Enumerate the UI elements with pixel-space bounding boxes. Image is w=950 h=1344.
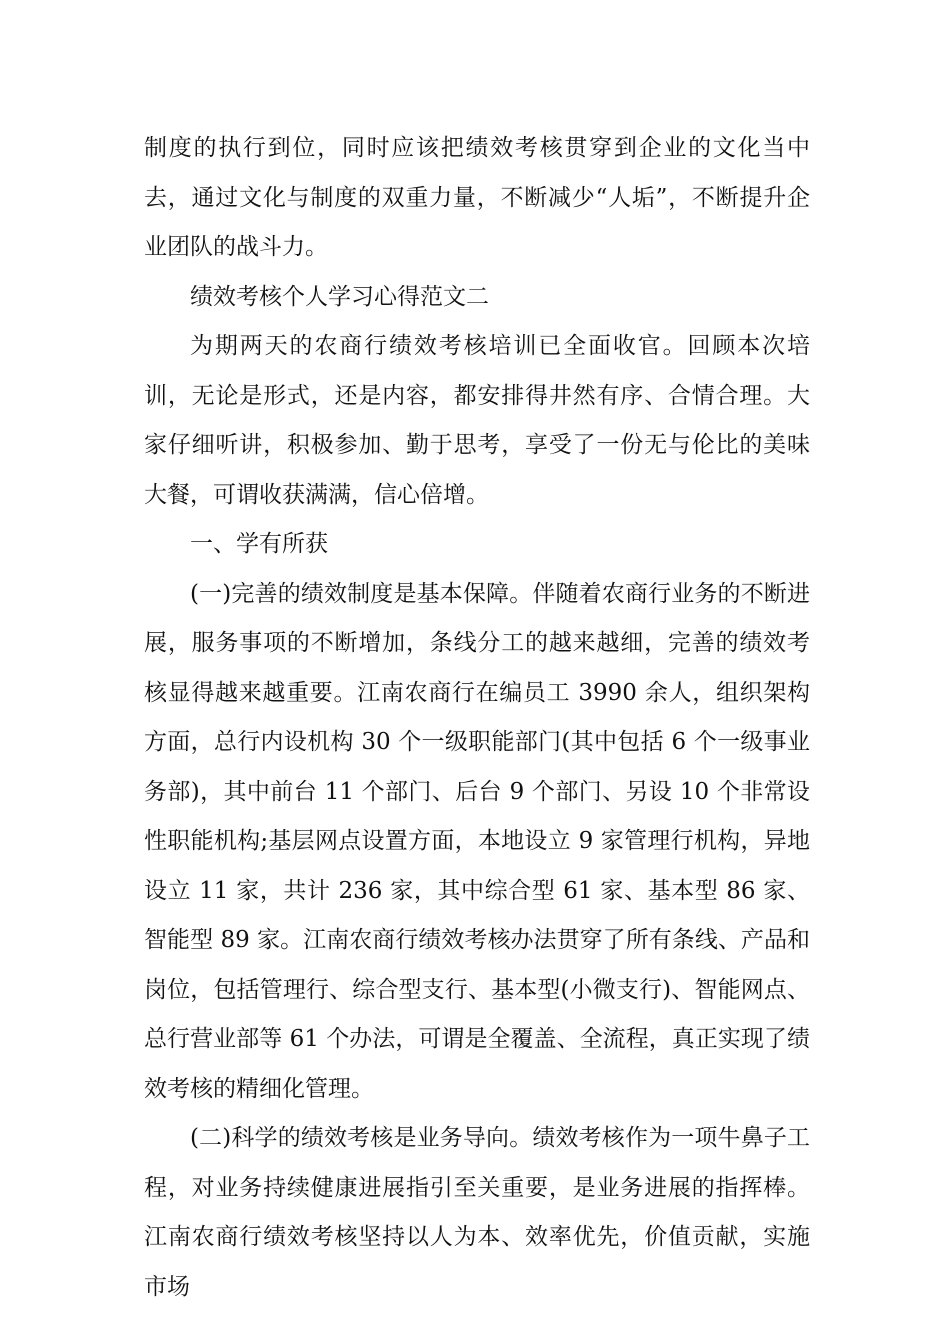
paragraph-intro: 为期两天的农商行绩效考核培训已全面收官。回顾本次培训，无论是形式，还是内容，都安排得井然有序、合情合理。大家仔细听讲，积极参加、勤于思考，享受了一份无与伦比的美味大餐，可谓收获满满，信心倍增。 [144,333,810,508]
heading-learning-gains: 一、学有所获 [190,531,328,557]
paragraph-point-one: (一)完善的绩效制度是基本保障。伴随着农商行业务的不断进展，服务事项的不断增加，条线分工的越来越细，完善的绩效考核显得越来越重要。江南农商行在编员工 3990 余人，组织架构方面，总行内设机构 30 个一级职能部门(其中包括 6 个一级事业务部)，其中前台 11 个部门、后台 9 个部门、另设 10 个非常设性职能机构;基层网点设置方面，本地设立 9 家管理行机构，异地设立 11 家，共计 236 家，其中综合型 61 家、基本型 86 家、智能型 89 家。江南农商行绩效考核办法贯穿了所有条线、产品和岗位，包括管理行、综合型支行、基本型(小微支行)、智能网点、总行营业部等 61 个办法，可谓是全覆盖、全流程，真正实现了绩效考核的精细化管理。 [144,580,810,1102]
paragraph-point-two: (二)科学的绩效考核是业务导向。绩效考核作为一项牛鼻子工程，对业务持续健康进展指引至关重要，是业务进展的指挥棒。江南农商行绩效考核坚持以人为本、效率优先，价值贡献，实施市场 [144,1125,810,1300]
paragraph-continued: 制度的执行到位，同时应该把绩效考核贯穿到企业的文化当中去，通过文化与制度的双重力量，不断减少“人垢”，不断提升企业团队的战斗力。 [144,135,810,260]
document-body [144,124,810,1312]
section-title: 绩效考核个人学习心得范文二 [190,283,489,310]
